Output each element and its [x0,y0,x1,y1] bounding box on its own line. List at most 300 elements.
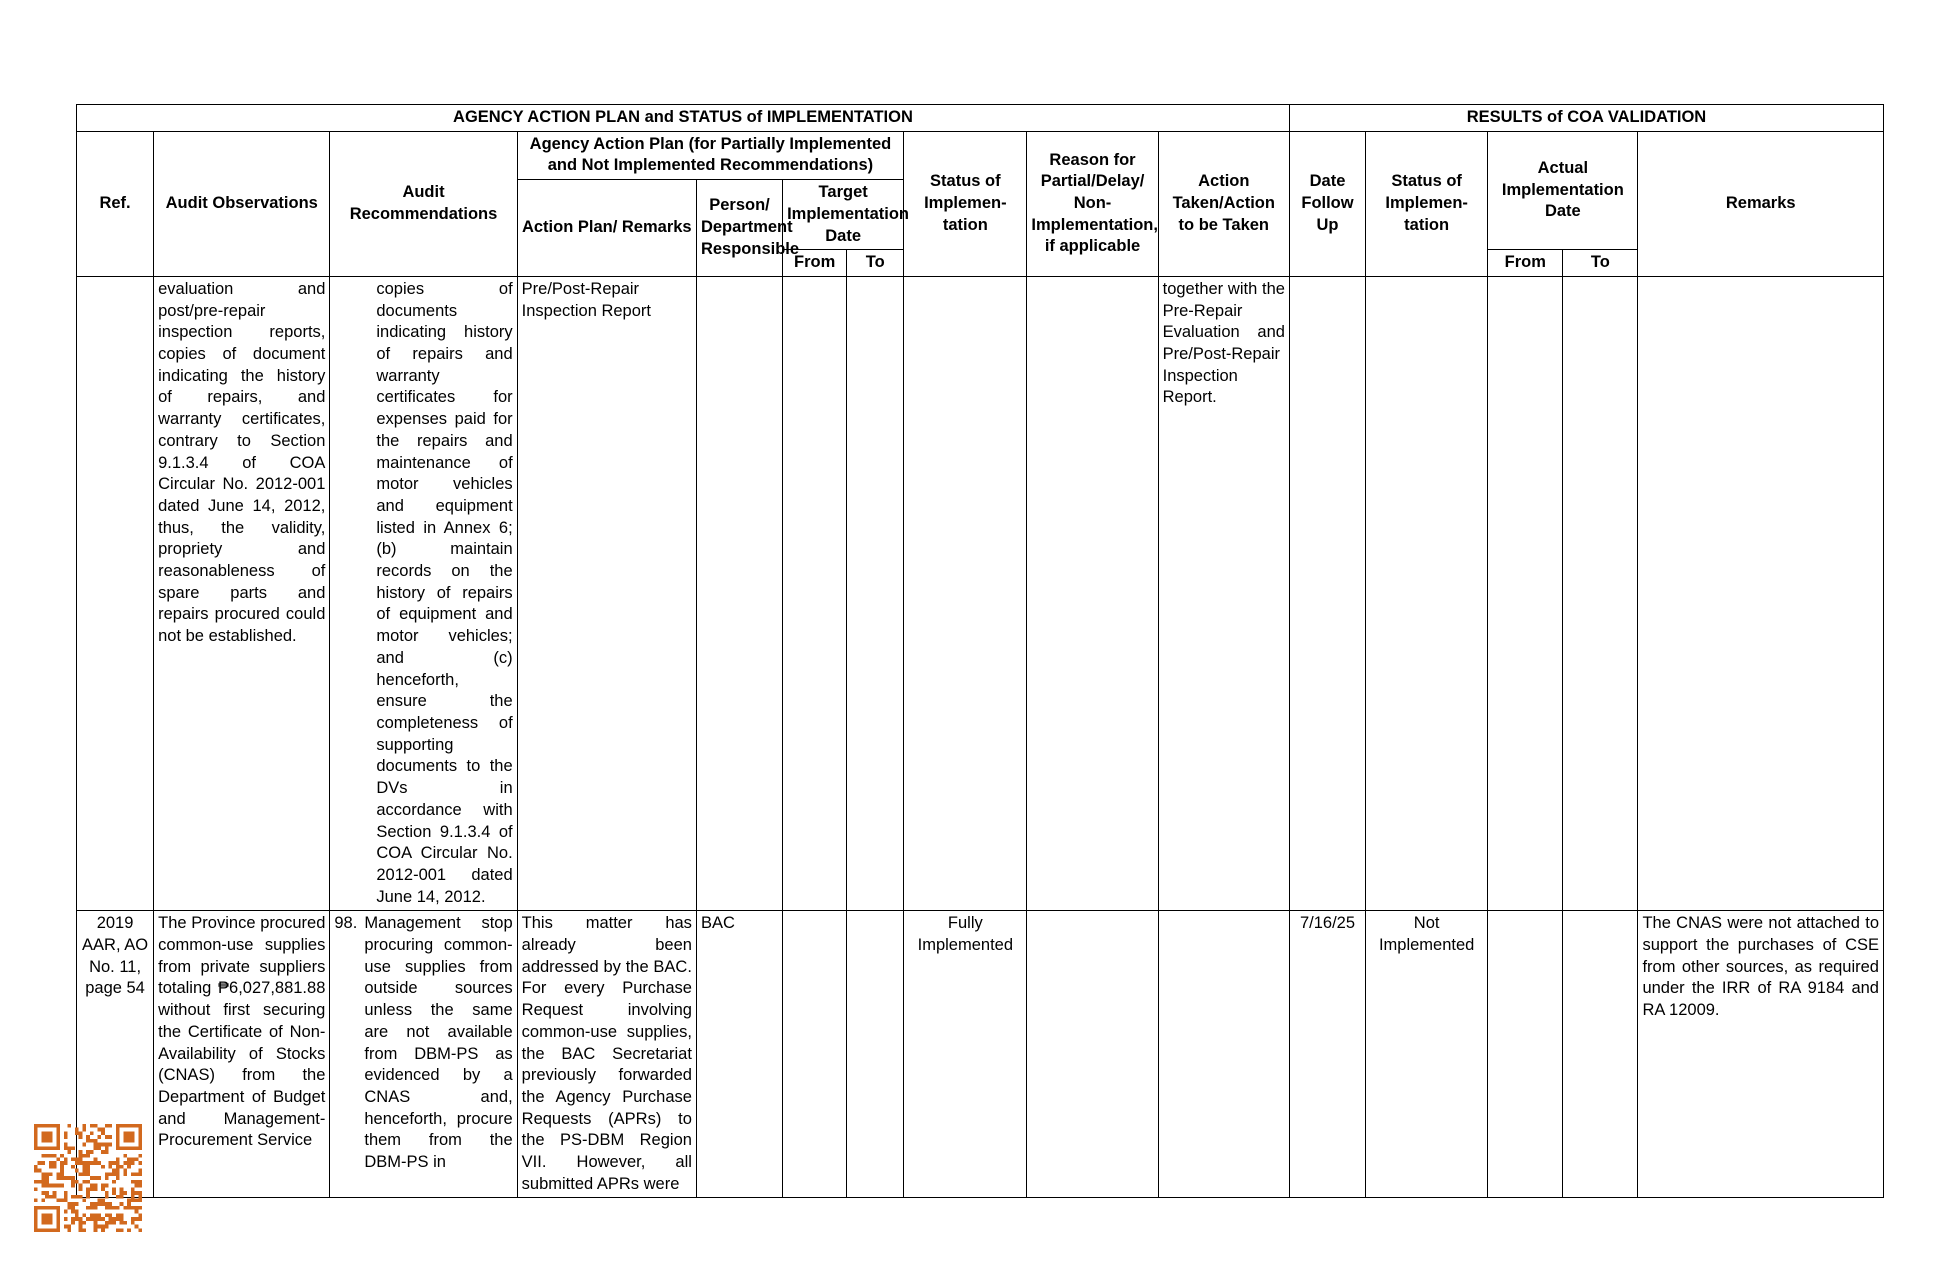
qr-module [131,1195,135,1199]
qr-module [34,1169,38,1173]
qr-module [45,1228,49,1232]
qr-module [105,1225,109,1229]
action-plan-cell: This matter has already been addressed by the BAC. For every Purchase Request involving common-use supplies, the BAC Secretariat previously forwarded the Agency Purchase Requests (APRs) to the PS-DBM Region VII. However, all submitted APRs were [517,911,696,1198]
qr-module [82,1228,86,1232]
recommendation-text: copies of documents indicating history of repairs and warranty certificates for expenses paid for the repairs and maintenance of motor vehicles and equipment listed in Annex 6; (b) maintain records on the history of repairs of equipment and motor vehicles; and (c) henceforth, ensure the completeness of supporting documents to the DVs in accordance with Section 9.1.3.4 of COA Circular No. 2012-001 dated June 14, 2012. [376,279,513,906]
qr-module [112,1206,116,1210]
qr-module [127,1202,131,1206]
qr-module [79,1161,83,1165]
qr-module [101,1143,105,1147]
qr-module [138,1124,142,1128]
action-plan-cell: Pre/Post-Repair Inspection Report [517,276,696,910]
agency-action-plan-title: AGENCY ACTION PLAN and STATUS of IMPLEMENTATION [77,105,1290,132]
qr-module [38,1146,42,1150]
qr-module [82,1221,86,1225]
qr-module [71,1217,75,1221]
qr-module [112,1187,116,1191]
qr-module [131,1221,135,1225]
qr-module [60,1169,64,1173]
qr-module [53,1165,57,1169]
qr-module [138,1161,142,1165]
qr-module [82,1169,86,1173]
qr-module [127,1158,131,1162]
qr-module [86,1195,90,1199]
qr-module [49,1206,53,1210]
qr-module [112,1169,116,1173]
qr-module [64,1158,68,1162]
qr-module [56,1158,60,1162]
qr-module [79,1135,83,1139]
qr-module [41,1206,45,1210]
qr-module [123,1135,127,1139]
qr-module [138,1154,142,1158]
qr-module [116,1146,120,1150]
qr-module [75,1210,79,1214]
qr-module [79,1221,83,1225]
qr-module [97,1202,101,1206]
qr-module [38,1228,42,1232]
qr-module [79,1150,83,1154]
qr-module [101,1184,105,1188]
audit-recommendations-header: Audit Recommendations [330,131,517,276]
qr-module [138,1198,142,1202]
qr-module [90,1217,94,1221]
qr-module [116,1124,120,1128]
qr-module [86,1169,90,1173]
observation-cell: The Province procured common-use supplies from private suppliers totaling ₱6,027,881.88 without first securing the Certificate of Non-Availability of Stocks (CNAS) from the Department of Budget and Management-Procurement Service [154,911,330,1198]
qr-module [64,1143,68,1147]
qr-module [68,1206,72,1210]
qr-module [127,1228,131,1232]
qr-module [49,1172,53,1176]
qr-module [97,1213,101,1217]
qr-module [45,1131,49,1135]
qr-module [86,1161,90,1165]
qr-module [79,1154,83,1158]
qr-module [75,1158,79,1162]
qr-module [116,1176,120,1180]
qr-code-icon [34,1124,142,1232]
qr-module [56,1217,60,1221]
qr-module [108,1206,112,1210]
qr-module [116,1213,120,1217]
qr-module [108,1161,112,1165]
qr-module [49,1135,53,1139]
qr-module [138,1139,142,1143]
qr-module [90,1187,94,1191]
qr-module [105,1150,109,1154]
qr-module [112,1191,116,1195]
actual-to-header: To [1563,250,1638,277]
qr-module [86,1206,90,1210]
qr-module [41,1135,45,1139]
qr-module [49,1124,53,1128]
qr-module [79,1131,83,1135]
qr-module [138,1191,142,1195]
qr-module [56,1143,60,1147]
qr-module [94,1187,98,1191]
target-from-cell [783,276,847,910]
qr-module [53,1161,57,1165]
qr-module [45,1139,49,1143]
qr-module [53,1206,57,1210]
qr-module [41,1191,45,1195]
qr-module [64,1198,68,1202]
qr-module [131,1187,135,1191]
qr-module [105,1172,109,1176]
qr-module [120,1195,124,1199]
qr-module [79,1228,83,1232]
qr-module [68,1146,72,1150]
qr-module [101,1128,105,1132]
qr-module [94,1206,98,1210]
qr-module [49,1195,53,1199]
qr-module [49,1131,53,1135]
qr-module [56,1198,60,1202]
qr-module [90,1124,94,1128]
qr-module [138,1195,142,1199]
table-row [77,911,1884,1198]
qr-module [127,1206,131,1210]
qr-module [116,1169,120,1173]
qr-module [64,1217,68,1221]
qr-module [101,1198,105,1202]
qr-module [127,1124,131,1128]
qr-module [71,1165,75,1169]
qr-module [79,1195,83,1199]
qr-module [82,1172,86,1176]
qr-module [105,1135,109,1139]
qr-module [49,1228,53,1232]
qr-module [56,1124,60,1128]
qr-module [34,1131,38,1135]
qr-module [53,1228,57,1232]
qr-module [34,1217,38,1221]
qr-module [64,1161,68,1165]
recommendation-cell [330,911,517,1198]
qr-module [116,1158,120,1162]
qr-module [101,1202,105,1206]
qr-module [34,1210,38,1214]
qr-module [116,1165,120,1169]
qr-module [105,1202,109,1206]
qr-module [101,1165,105,1169]
action-plan-table [76,104,1884,1198]
qr-module [97,1176,101,1180]
action-taken-header: Action Taken/Action to be Taken [1158,131,1289,276]
qr-module [56,1210,60,1214]
qr-module [138,1217,142,1221]
qr-module [56,1206,60,1210]
qr-module [105,1206,109,1210]
qr-module [90,1184,94,1188]
person-cell [696,276,782,910]
qr-module [135,1198,139,1202]
qr-module [86,1217,90,1221]
qr-module [71,1176,75,1180]
qr-module [56,1131,60,1135]
qr-module [71,1195,75,1199]
qr-module [49,1165,53,1169]
person-cell: BAC [696,911,782,1198]
qr-module [90,1176,94,1180]
qr-module [82,1154,86,1158]
qr-module [116,1143,120,1147]
qr-module [34,1198,38,1202]
qr-module [56,1221,60,1225]
qr-module [41,1172,45,1176]
qr-module [105,1191,109,1195]
qr-module [127,1131,131,1135]
qr-module [131,1191,135,1195]
audit-observations-header: Audit Observations [154,131,330,276]
target-to-header: To [847,250,904,277]
qr-module [138,1135,142,1139]
qr-module [38,1161,42,1165]
qr-module [34,1206,38,1210]
qr-module [79,1172,83,1176]
qr-module [64,1195,68,1199]
qr-module [127,1135,131,1139]
qr-module [101,1131,105,1135]
qr-module [105,1213,109,1217]
recommendation-number: 98. [334,914,358,933]
qr-module [94,1221,98,1225]
qr-module [112,1161,116,1165]
actual-from-cell [1488,276,1563,910]
qr-module [116,1139,120,1143]
qr-module [79,1184,83,1188]
qr-module [79,1158,83,1162]
qr-module [41,1124,45,1128]
qr-module [127,1146,131,1150]
actual-to-cell [1563,276,1638,910]
qr-module [135,1124,139,1128]
coa-status-header: Status of Implemen-tation [1366,131,1488,276]
ref-cell: 2019 AAR, AO No. 11, page 54 [77,911,154,1198]
qr-module [120,1165,124,1169]
qr-module [34,1146,38,1150]
qr-module [131,1198,135,1202]
qr-module [49,1161,53,1165]
qr-module [131,1161,135,1165]
qr-module [56,1128,60,1132]
qr-module [138,1180,142,1184]
qr-module [135,1146,139,1150]
person-responsible-header: Person/ Department Responsible [696,180,782,277]
qr-module [94,1158,98,1162]
qr-module [41,1139,45,1143]
qr-module [60,1198,64,1202]
qr-module [82,1161,86,1165]
qr-module [56,1172,60,1176]
qr-module [49,1146,53,1150]
qr-module [82,1213,86,1217]
qr-module [108,1213,112,1217]
status-cell [904,276,1027,910]
table-row [77,276,1884,910]
qr-module [64,1210,68,1214]
status-cell: Fully Implemented [904,911,1027,1198]
qr-module [131,1139,135,1143]
qr-module [116,1135,120,1139]
qr-module [90,1139,94,1143]
qr-module [45,1217,49,1221]
target-to-cell [847,276,904,910]
qr-module [123,1169,127,1173]
qr-module [120,1146,124,1150]
qr-module [45,1221,49,1225]
qr-module [138,1213,142,1217]
recommendation-text: Management stop procuring common-use supplies from outside sources unless the same are not available from DBM-PS as evidenced by a CNAS and, henceforth, procure them from the DBM-PS in [364,914,513,1172]
qr-module [138,1146,142,1150]
qr-module [41,1180,45,1184]
qr-module [131,1135,135,1139]
qr-module [94,1213,98,1217]
qr-module [123,1221,127,1225]
qr-module [138,1228,142,1232]
remarks-cell [1638,276,1884,910]
qr-module [41,1184,45,1188]
qr-module [53,1124,57,1128]
qr-module [116,1195,120,1199]
qr-module [105,1184,109,1188]
qr-module [71,1206,75,1210]
qr-module [138,1206,142,1210]
qr-module [120,1191,124,1195]
qr-module [79,1187,83,1191]
qr-module [86,1165,90,1169]
qr-module [123,1161,127,1165]
qr-module [45,1206,49,1210]
qr-module [101,1225,105,1229]
qr-module [53,1184,57,1188]
qr-module [94,1146,98,1150]
qr-module [123,1154,127,1158]
qr-module [131,1146,135,1150]
qr-module [68,1225,72,1229]
qr-module [94,1161,98,1165]
qr-module [82,1143,86,1147]
qr-module [49,1221,53,1225]
qr-module [34,1180,38,1184]
qr-module [131,1180,135,1184]
qr-module [108,1221,112,1225]
status-implementation-header: Status of Implemen-tation [904,131,1027,276]
qr-module [45,1172,49,1176]
qr-module [68,1228,72,1232]
qr-module [86,1191,90,1195]
qr-module [49,1154,53,1158]
qr-module [135,1180,139,1184]
qr-module [138,1128,142,1132]
qr-module [86,1135,90,1139]
qr-module [90,1206,94,1210]
qr-module [94,1124,98,1128]
qr-module [60,1161,64,1165]
qr-module [75,1213,79,1217]
qr-module [97,1161,101,1165]
qr-module [49,1217,53,1221]
qr-module [53,1191,57,1195]
qr-module [101,1150,105,1154]
qr-module [60,1165,64,1169]
qr-module [86,1187,90,1191]
reason-cell [1027,276,1158,910]
qr-module [45,1191,49,1195]
qr-module [56,1135,60,1139]
date-follow-up-cell: 7/16/25 [1289,911,1365,1198]
qr-module [34,1135,38,1139]
agency-action-plan-group-header: Agency Action Plan (for Partially Implemented and Not Implemented Recommendations) [517,131,904,179]
recommendation-cell [330,276,517,910]
qr-module [41,1176,45,1180]
target-from-cell [783,911,847,1198]
qr-module [34,1124,38,1128]
qr-module [82,1124,86,1128]
qr-module [120,1221,124,1225]
qr-module [120,1187,124,1191]
actual-date-header: Actual Implementation Date [1488,131,1638,250]
qr-module [45,1146,49,1150]
qr-module [120,1202,124,1206]
qr-module [71,1202,75,1206]
qr-module [45,1135,49,1139]
qr-module [116,1172,120,1176]
target-date-header: Target Implementation Date [783,180,904,250]
qr-module [41,1161,45,1165]
qr-module [64,1225,68,1229]
qr-module [41,1198,45,1202]
qr-module [34,1128,38,1132]
qr-module [82,1128,86,1132]
qr-module [105,1146,109,1150]
qr-module [34,1213,38,1217]
qr-module [56,1184,60,1188]
qr-module [68,1202,72,1206]
qr-module [108,1124,112,1128]
qr-module [135,1191,139,1195]
qr-module [120,1217,124,1221]
qr-module [105,1124,109,1128]
qr-module [56,1176,60,1180]
qr-module [38,1180,42,1184]
qr-module [94,1143,98,1147]
qr-module [105,1195,109,1199]
qr-module [105,1221,109,1225]
qr-module [116,1131,120,1135]
qr-module [112,1221,116,1225]
action-taken-cell [1158,911,1289,1198]
qr-module [138,1184,142,1188]
qr-module [86,1139,90,1143]
qr-module [90,1161,94,1165]
qr-module [45,1195,49,1199]
qr-module [123,1206,127,1210]
qr-module [86,1150,90,1154]
qr-module [108,1135,112,1139]
qr-module [131,1124,135,1128]
qr-module [45,1124,49,1128]
qr-module [138,1172,142,1176]
qr-module [75,1128,79,1132]
qr-module [45,1154,49,1158]
qr-module [34,1143,38,1147]
qr-module [68,1124,72,1128]
qr-module [41,1228,45,1232]
qr-module [135,1217,139,1221]
qr-module [94,1139,98,1143]
